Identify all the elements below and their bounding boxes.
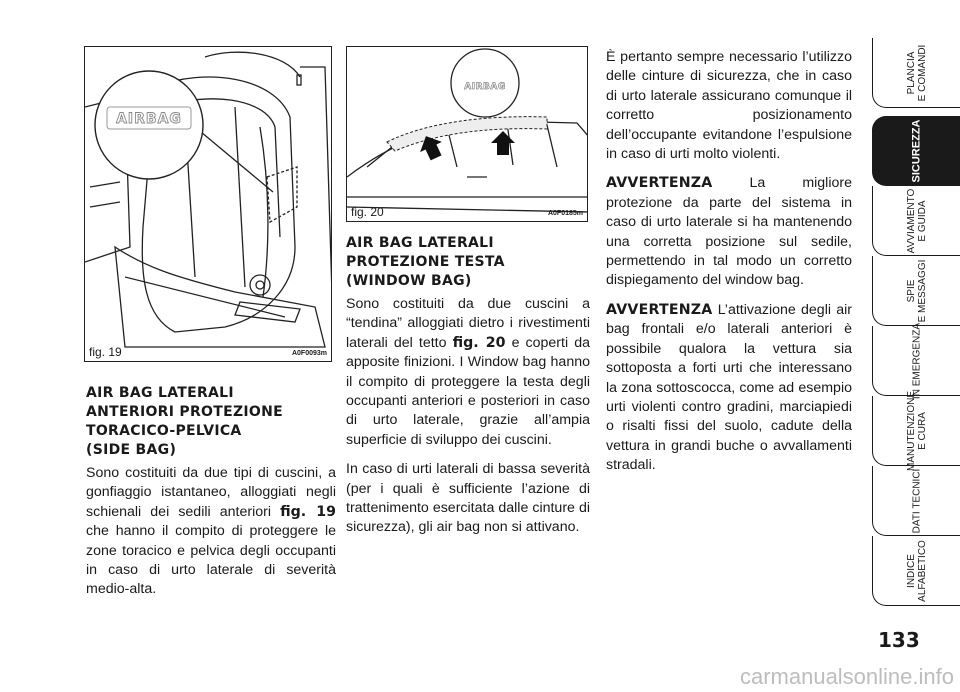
seatbelt-paragraph: È pertanto sempre necessario l’utilizzo delle cinture di sicurezza, che in caso di urto laterale assicurano comunque il corretto posizionamento dell’occupante evitandone l’espulsione in caso di urti molto violenti.	[606, 49, 852, 163]
warning-1: AVVERTENZA La migliore protezione da parte del sistema in caso di urto laterale si ha mantenendo una corretta posizione sul sedile, permettendo in tal modo un corretto dispiegamento del window bag.	[606, 175, 852, 289]
airbag-badge-20: AIRBAG	[464, 82, 506, 92]
tab-in-emergenza[interactable]: IN EMERGENZA	[872, 326, 960, 396]
tab-sicurezza[interactable]: SICUREZZA	[872, 116, 960, 186]
section-side-bag	[86, 384, 336, 610]
side-bag-heading: AIR BAG LATERALI ANTERIORI PROTEZIONE TORACICO-PELVICA (SIDE BAG)	[86, 385, 284, 458]
window-bag-heading: AIR BAG LATERALI PROTEZIONE TESTA (WINDOW BAG)	[346, 235, 505, 289]
figure-20-label: fig. 20	[351, 205, 384, 219]
tab-spie-messaggi[interactable]: SPIE E MESSAGGI	[872, 256, 960, 326]
warning-2-label: AVVERTENZA	[606, 301, 713, 318]
window-bag-paragraph-1: Sono costituiti da due cuscini a “tendina” alloggiati dietro i rivestimenti laterali del tetto fig. 20 e coperti da apposite finizioni. I Window bag hanno il compito di proteggere la testa degli occupanti anteriori e posteriori in caso di urto laterale, grazie all’ampia superficie di sviluppo dei cuscini.	[346, 296, 590, 448]
section-warnings	[606, 48, 852, 486]
seat-illustration	[85, 47, 332, 362]
figure-19-label: fig. 19	[89, 345, 122, 359]
warning-1-label: AVVERTENZA	[606, 175, 713, 192]
window-bag-illustration	[347, 47, 588, 222]
tab-manutenzione-cura[interactable]: MANUTENZIONE E CURA	[872, 396, 960, 466]
tab-dati-tecnici[interactable]: DATI TECNICI	[872, 466, 960, 536]
airbag-badge-19: AIRBAG	[116, 111, 182, 127]
chapter-tabs	[872, 0, 960, 692]
watermark: carmanualsonline.info	[739, 664, 954, 689]
figure-20	[346, 46, 588, 222]
section-window-bag	[346, 234, 590, 548]
figure-19	[84, 46, 332, 362]
page-number: 133	[878, 628, 920, 652]
figure-20-code: A0F0185m	[547, 210, 583, 217]
warning-2: AVVERTENZA L’attivazione degli air bag frontali e/o laterali anteriori è possibile qualora la vettura sia sottoposta a forti urti che interessano la zona sottoscocca, come ad esempio urti violenti contro gradini, marciapiedi o risalti fissi del suolo, cadute della vettura in grandi buche o avvallamenti stradali.	[606, 301, 852, 474]
tab-indice-alfabetico[interactable]: INDICE ALFABETICO	[872, 536, 960, 606]
tab-avviamento-guida[interactable]: AVVIAMENTO E GUIDA	[872, 186, 960, 256]
side-bag-paragraph: Sono costituiti da due tipi di cuscini, a gonfiaggio istantaneo, alloggiati negli schienali dei sedili anteriori fig. 19 che hanno il compito di proteggere le zone toracico e pelvica degli occupanti in caso di urto laterale di severità medio-alta.	[86, 465, 336, 598]
tab-plancia-comandi[interactable]: PLANCIA E COMANDI	[872, 38, 960, 108]
figure-19-code: A0F0093m	[291, 350, 327, 357]
window-bag-paragraph-2: In caso di urti laterali di bassa severità (per i quali è sufficiente l’azione di trattenimento esercitata dalle cinture di sicurezza), gli air bag non si attivano.	[346, 461, 590, 536]
fig-19-reference: fig. 19	[280, 503, 336, 520]
fig-20-reference: fig. 20	[452, 334, 506, 351]
